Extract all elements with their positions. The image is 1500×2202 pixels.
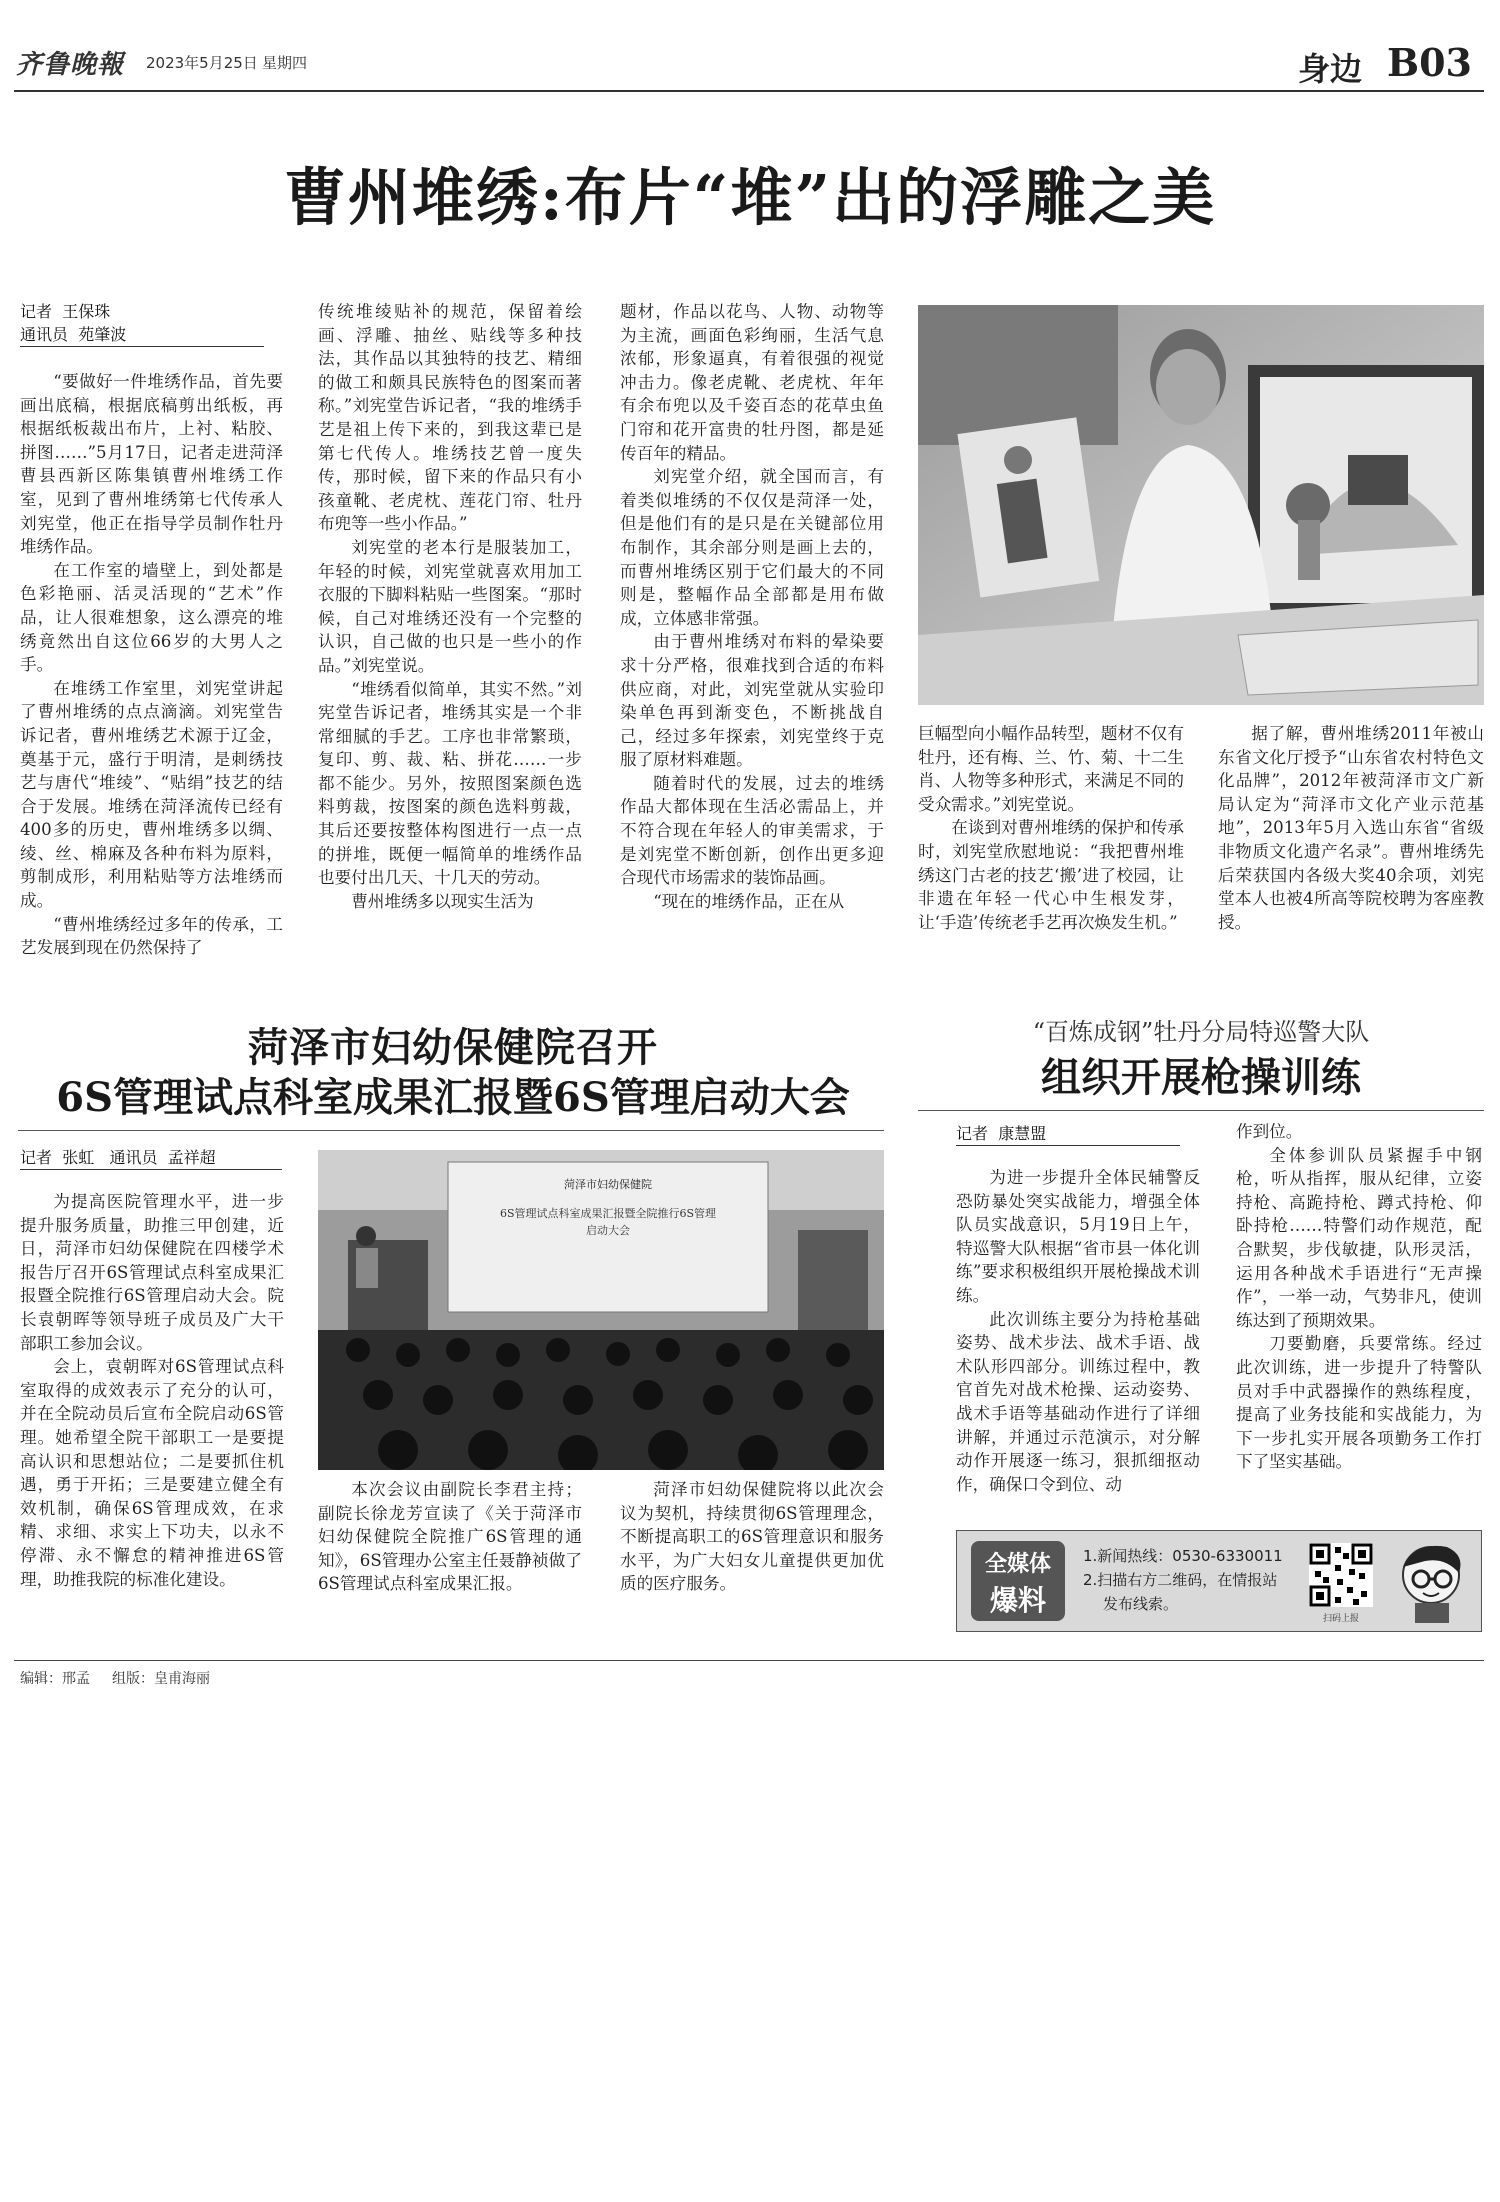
screen-title-3: 启动大会 [586, 1224, 630, 1237]
article2-headline-line2: 6S管理试点科室成果汇报暨6S管理启动大会 [56, 1074, 850, 1121]
correspondent-name: 苑肇波 [78, 325, 127, 344]
article1-column-1 [20, 370, 283, 960]
issue-weekday: 星期四 [262, 54, 308, 72]
article2-column-1 [20, 1190, 284, 1640]
page-number: B03 [1387, 40, 1472, 85]
promo-line-3: 发布线索。 [1103, 1595, 1179, 1613]
paragraph: 全体参训队员紧握手中钢枪，听从指挥，服从纪律，立姿持枪、高跪持枪、蹲式持枪、仰卧持枪……特警们动作规范，配合默契，步伐敏捷，队形灵活，运用各种战术手语进行“无声操作”，一举一动，气势非凡，使训练达到了预期效果。 [1236, 1145, 1482, 1330]
paragraph: 为进一步提升全体民辅警反恐防暴处突实战能力，增强全体队员实战意识，5月19日上午，特巡警大队根据“省市县一体化训练”要求积极组织开展枪操战术训练。 [956, 1168, 1200, 1305]
promo-line-1: 1.新闻热线：0530-6330011 [1083, 1547, 1283, 1565]
article1-headline: 曹州堆绣:布片“堆”出的浮雕之美 [283, 161, 1217, 234]
header-rule [14, 90, 1484, 92]
paragraph: 刘宪堂介绍，就全国而言，有着类似堆绣的不仅仅是菏泽一处，但是他们有的是只是在关键部位用布制作，其余部分则是画上去的，而曹州堆绣区别于它们最大的不同则是，整幅作品全部都是用布做成，立体感非常强。 [620, 467, 884, 628]
article2-column-2 [318, 1478, 582, 1648]
reporter-label: 记者 [20, 302, 53, 321]
article2-byline [20, 1146, 282, 1170]
article1-column-5 [1218, 722, 1484, 962]
paragraph: 随着时代的发展，过去的堆绣作品大都体现在生活必需品上，并不符合现在年轻人的审美需求，于是刘宪堂不断创新，创作出更多迎合现代市场需求的装饰品画。 [620, 773, 884, 888]
paragraph: 在堆绣工作室里，刘宪堂讲起了曹州堆绣的点点滴滴。刘宪堂告诉记者，曹州堆绣艺术源于辽金，奠基于元，盛行于明清，是刺绣技艺与唐代“堆绫”、“贴绢”技艺的结合于发展。堆绣在菏泽流传已经有400多的历史，曹州堆绣多以绸、绫、丝、棉麻及各种布料为原料，剪制成形，利用粘贴等方法堆绣而成。 [20, 678, 283, 911]
reporter-name: 王保珠 [62, 302, 111, 321]
screen-title-2: 6S管理试点科室成果汇报暨全院推行6S管理 [499, 1207, 717, 1220]
promo-line-2: 2.扫描右方二维码，在情报站 [1083, 1571, 1278, 1589]
reporter-name: 张虹 [62, 1148, 95, 1167]
article3-byline [956, 1122, 1180, 1146]
paragraph: “现在的堆绣作品，正在从 [653, 891, 845, 911]
footer-editor: 编辑：邢孟 [20, 1671, 90, 1687]
reporter-label: 记者 [956, 1124, 989, 1143]
artist-photo [918, 305, 1484, 705]
paragraph: 由于曹州堆绣对布料的晕染要求十分严格，很难找到合适的布料供应商，对此，刘宪堂就从实验印染单色再到渐变色，不断挑战自己，经过多年探索，刘宪堂终于克服了原材料难题。 [620, 632, 884, 770]
article3-kicker: “百炼成钢”牡丹分局特巡警大队 [1032, 1018, 1370, 1046]
article2-headline-line1: 菏泽市妇幼保健院召开 [248, 1024, 658, 1071]
conference-photo [318, 1150, 884, 1470]
paragraph: 刀要勤磨，兵要常练。经过此次训练，进一步提升了特警队员对手中武器操作的熟练程度，提高了业务技能和实战能力，为下一步扎实开展各项勤务工作打下了坚实基础。 [1236, 1334, 1482, 1472]
promo-badge-line1: 全媒体 [984, 1551, 1051, 1577]
article3-column-1 [956, 1166, 1200, 1526]
footer-layout: 组版：皇甫海丽 [112, 1671, 210, 1687]
footer-rule [14, 1660, 1484, 1661]
article1-column-3 [620, 300, 884, 960]
section-name: 身边 [1298, 50, 1363, 88]
paragraph: 本次会议由副院长李君主持；副院长徐龙芳宣读了《关于菏泽市妇幼保健院全院推广6S管理的通知》，6S管理办公室主任聂静祯做了6S管理试点科室成果汇报。 [318, 1480, 582, 1594]
qr-code-icon [1309, 1543, 1373, 1607]
reporter-name: 康慧盟 [998, 1124, 1047, 1143]
article2-column-3 [620, 1478, 884, 1648]
paragraph: 据了解，曹州堆绣2011年被山东省文化厅授予“山东省农村特色文化品牌”，2012年被菏泽市文广新局认定为“菏泽市文化产业示范基地”，2013年5月入选山东省“省级非物质文化遗产名录”。曹州堆绣先后荣获国内各级大奖40余项，刘宪堂本人也被4所高等院校聘为客座教授。 [1218, 724, 1484, 932]
paragraph: “曹州堆绣经过多年的传承，工艺发展到现在仍然保持了 [20, 914, 283, 958]
paragraph: 菏泽市妇幼保健院将以此次会议为契机，持续贯彻6S管理理念，不断提高职工的6S管理意识和服务水平，为广大妇女儿童提供更加优质的医疗服务。 [620, 1480, 884, 1594]
article3-headline: 组织开展枪操训练 [1041, 1054, 1361, 1101]
article3-rule [918, 1110, 1484, 1111]
promo-badge-line2: 爆料 [989, 1584, 1046, 1617]
correspondent-name: 孟祥超 [167, 1148, 216, 1167]
paragraph: “要做好一件堆绣作品，首先要画出底稿，根据底稿剪出纸板，再根据纸板裁出布片，上衬、粘胶、拼图……”5月17日，记者走进菏泽曹县西新区陈集镇曹州堆绣工作室，见到了曹州堆绣第七代传承人刘宪堂，他正在指导学员制作牡丹堆绣作品。 [20, 372, 283, 557]
article1-byline [20, 300, 270, 347]
paragraph: 巨幅型向小幅作品转型，题材不仅有牡丹，还有梅、兰、竹、菊、十二生肖、人物等多种形式，来满足不同的受众需求。”刘宪堂说。 [918, 724, 1184, 814]
conference-photo-illustration [318, 1150, 884, 1470]
artist-photo-illustration [918, 305, 1484, 705]
paragraph: 在工作室的墙壁上，到处都是色彩艳丽、活灵活现的“艺术”作品，让人很难想象，这么漂亮的堆绣竟然出自这位66岁的大男人之手。 [20, 560, 283, 675]
article2-rule [18, 1130, 884, 1131]
paragraph: 在谈到对曹州堆绣的保护和传承时，刘宪堂欣慰地说：“我把曹州堆绣这门古老的技艺‘搬’进了校园，让非遗在年轻一代心中生根发芽，让‘手造’传统老手艺再次焕发生机。” [918, 818, 1184, 932]
article3-column-2 [1236, 1120, 1482, 1530]
screen-title-1: 菏泽市妇幼保健院 [564, 1178, 652, 1191]
paragraph: 刘宪堂的老本行是服装加工，年轻的时候，刘宪堂就喜欢用加工衣服的下脚料粘贴一些图案。“那时候，自己对堆绣还没有一个完整的认识，自己做的也只是一些小的作品。”刘宪堂说。 [318, 537, 582, 675]
mascot-icon [1385, 1537, 1475, 1625]
paragraph: “堆绣看似简单，其实不然。”刘宪堂告诉记者，堆绣其实是一个非常细腻的手艺。工序也非常繁琐，复印、剪、裁、粘、拼花……一步都不能少。另外，按照图案颜色选料剪裁，按图案的颜色选料剪裁，其后还要按整体构图进行一点一点的拼堆，既便一幅简单的堆绣作品也要付出几天、十几天的劳动。 [318, 679, 582, 888]
correspondent-label: 通讯员 [109, 1148, 158, 1167]
paragraph: 作到位。 [1236, 1122, 1303, 1141]
article1-column-2 [318, 300, 582, 960]
paragraph: 曹州堆绣多以现实生活为 [351, 891, 534, 911]
paragraph: 题材，作品以花鸟、人物、动物等为主流，画面色彩绚丽，生活气息浓郁，形象逼真，有着很强的视觉冲击力。像老虎靴、老虎枕、年年有余布兜以及千姿百态的花草虫鱼门帘和花开富贵的牡丹图，都是延传百年的精品。 [620, 302, 884, 463]
paragraph: 会上，袁朝晖对6S管理试点科室取得的成效表示了充分的认可，并在全院动员后宣布全院启动6S管理。她希望全院干部职工一是要提高认识和思想站位；二是要抓住机遇，勇于开拓；三是要建立健全有效机制，确保6S管理成效，在求精、求细、求实上下功夫，以永不停滞、永不懈怠的精神推进6S管理，助推我院的标准化建设。 [20, 1357, 284, 1589]
promo-box [956, 1530, 1482, 1632]
paragraph: 为提高医院管理水平，进一步提升服务质量，助推三甲创建，近日，菏泽市妇幼保健院在四楼学术报告厅召开6S管理试点科室成果汇报暨全院推行6S管理启动大会。院长袁朝晖等领导班子成员及广大干部职工参加会议。 [20, 1192, 284, 1353]
reporter-label: 记者 [20, 1148, 53, 1167]
correspondent-label: 通讯员 [20, 325, 69, 344]
issue-date: 2023年5月25日 [146, 54, 258, 72]
masthead: 齐鲁晚報 [16, 50, 125, 80]
paragraph: 传统堆绫贴补的规范，保留着绘画、浮雕、抽丝、贴线等多种技法，其作品以其独特的技艺、精细的做工和颇具民族特色的图案而著称。”刘宪堂告诉记者，“我的堆绣手艺是祖上传下来的，到我这辈已是第七代传人。堆绣技艺曾一度失传，那时候，留下来的作品只有小孩童靴、老虎枕、莲花门帘、牡丹布兜等一些小作品。” [318, 302, 582, 534]
paragraph: 此次训练主要分为持枪基础姿势、战术步法、战术手语、战术队形四部分。训练过程中，教官首先对战术枪操、运动姿势、战术手语等基础动作进行了详细讲解，并通过示范演示，对分解动作开展逐一练习，狠抓细抠动作，确保口令到位、动 [956, 1309, 1200, 1494]
qr-caption: 扫码上报 [1322, 1614, 1359, 1624]
article1-column-4 [918, 722, 1184, 962]
